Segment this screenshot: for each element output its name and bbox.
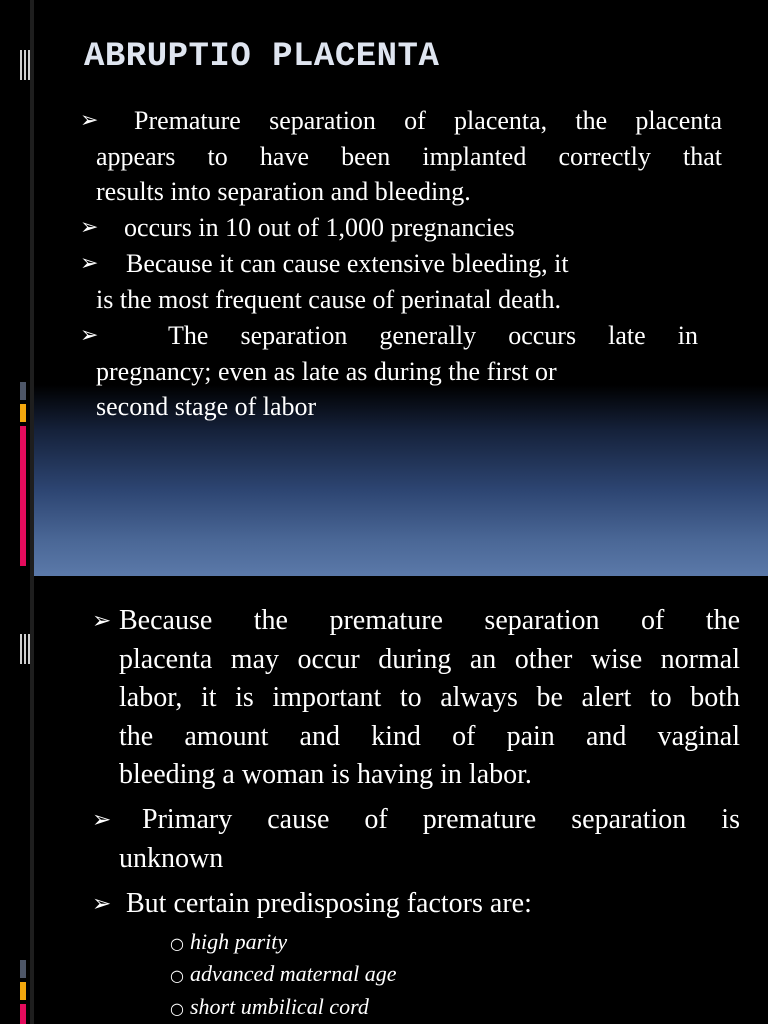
bullet-line: appears to have been implanted correctly that bbox=[96, 141, 722, 171]
circle-bullet-icon: ○ bbox=[170, 966, 184, 985]
bullet-line: pregnancy; even as late as during the first or bbox=[96, 356, 557, 386]
bullet-point bbox=[92, 602, 740, 795]
sub-bullet bbox=[170, 992, 369, 1024]
bullet-point bbox=[80, 318, 698, 425]
arrow-bullet-icon: ➢ bbox=[92, 891, 112, 917]
bullet-line: Because it can cause extensive bleeding, it bbox=[126, 249, 569, 278]
bullet-line: But certain predisposing factors are: bbox=[126, 888, 532, 919]
sub-bullet-text: short umbilical cord bbox=[189, 994, 369, 1019]
circle-bullet-icon: ○ bbox=[170, 934, 184, 953]
bullet-line: the amount and kind of pain and vaginal bbox=[119, 720, 740, 752]
arrow-bullet-icon: ➢ bbox=[92, 807, 112, 833]
bullet-line: Because the premature separation of the bbox=[119, 605, 740, 636]
bullet-line: second stage of labor bbox=[96, 392, 317, 421]
sub-bullet bbox=[170, 959, 396, 991]
side-bar-gray bbox=[20, 960, 26, 978]
vertical-lines-decoration bbox=[20, 50, 31, 80]
sub-bullet-text: advanced maternal age bbox=[189, 961, 397, 986]
side-bar-pink bbox=[20, 426, 26, 566]
bullet-point bbox=[80, 103, 722, 210]
sub-bullet-text: high parity bbox=[189, 929, 288, 954]
arrow-bullet-icon: ➢ bbox=[92, 608, 112, 634]
side-bar-gold bbox=[20, 982, 26, 1000]
bullet-point bbox=[92, 801, 740, 878]
arrow-bullet-icon: ➢ bbox=[80, 215, 99, 240]
circle-bullet-icon: ○ bbox=[170, 999, 184, 1018]
bullet-line: bleeding a woman is having in labor. bbox=[119, 759, 532, 790]
bullet-line: Premature separation of placenta, the placenta bbox=[134, 106, 722, 135]
bullet-line: Primary cause of premature separation is bbox=[142, 804, 740, 835]
bullet-point bbox=[80, 246, 722, 317]
strip-edge bbox=[30, 0, 34, 576]
arrow-bullet-icon: ➢ bbox=[80, 323, 99, 348]
bullet-point bbox=[80, 210, 722, 246]
vertical-lines-decoration bbox=[20, 634, 31, 664]
arrow-bullet-icon: ➢ bbox=[80, 251, 99, 276]
bullet-line: The separation generally occurs late in bbox=[168, 321, 698, 350]
side-bar-gold bbox=[20, 404, 26, 422]
bullet-line: occurs in 10 out of 1,000 pregnancies bbox=[124, 213, 515, 242]
bullet-line: results into separation and bleeding. bbox=[96, 177, 471, 206]
bullet-line: unknown bbox=[119, 842, 224, 874]
bullet-line: is the most frequent cause of perinatal death. bbox=[96, 284, 561, 314]
bullet-line: placenta may occur during an other wise normal bbox=[119, 643, 740, 675]
sub-bullet bbox=[170, 927, 287, 959]
bullet-line: labor, it is important to always be alert to both bbox=[119, 682, 740, 713]
arrow-bullet-icon: ➢ bbox=[80, 108, 99, 133]
side-bar-gray bbox=[20, 382, 26, 400]
slide-title: ABRUPTIO PLACENTA bbox=[84, 38, 440, 76]
bullet-point bbox=[92, 885, 740, 924]
slide-2 bbox=[0, 576, 768, 1024]
side-bar-pink bbox=[20, 1004, 26, 1024]
